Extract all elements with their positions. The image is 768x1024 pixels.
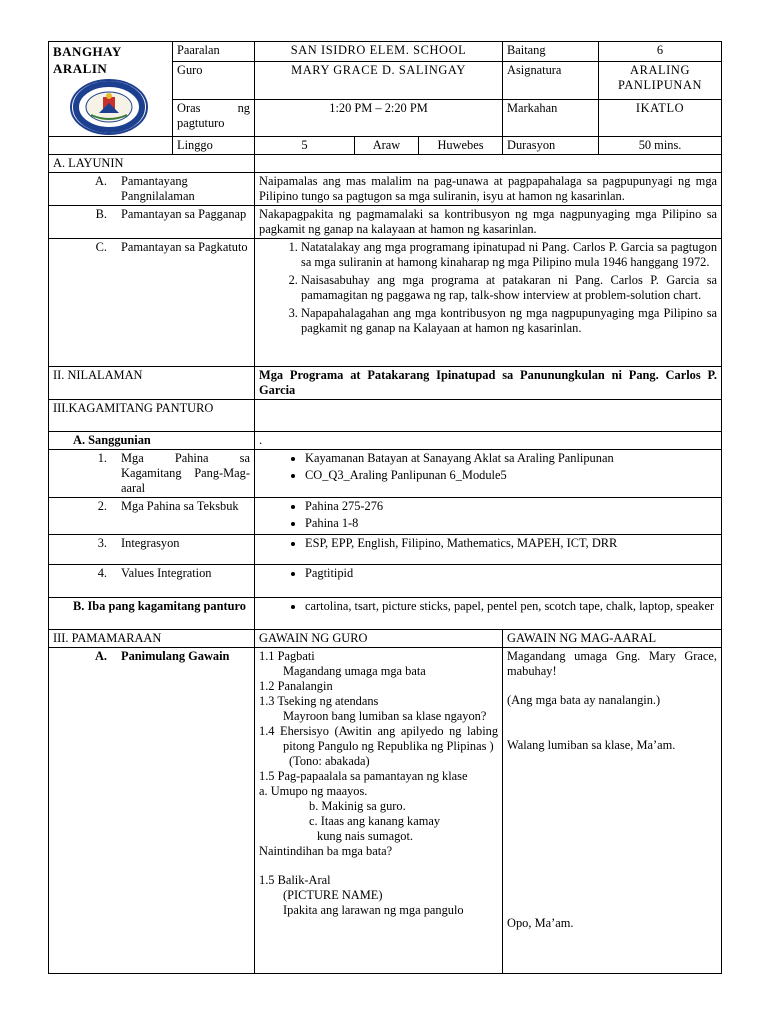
- guro-line: Mayroon bang lumiban sa klase ngayon?: [283, 709, 487, 723]
- list-item: • CO_Q3_Araling Panlipunan 6_Module5: [305, 468, 717, 483]
- row2-num: 2.: [97, 499, 107, 513]
- layunin-heading-empty: [255, 155, 722, 173]
- guro-line: 1.5 Pag-papaalala sa pamantayan ng klase: [259, 769, 468, 783]
- guro-line: kung nais sumagot.: [317, 829, 414, 843]
- panimula-num: A.: [94, 649, 107, 663]
- pagganap-label: Pamantayan sa Pagganap: [121, 207, 247, 221]
- row1-list: [259, 451, 717, 483]
- row3-list-cell: [255, 535, 722, 565]
- sanggunian-value: .: [255, 432, 722, 450]
- panimula-label: Panimulang Gawain: [121, 649, 230, 663]
- magaaral-line: Magandang umaga Gng. Mary Grace, mabuhay!: [507, 649, 718, 678]
- pagkatuto-list: [259, 240, 717, 336]
- row2-list: [259, 499, 717, 531]
- guro-line: (Tono: abakada): [289, 754, 370, 768]
- durasyon-value: 50 mins.: [599, 137, 722, 155]
- guro-line: (PICTURE NAME): [283, 888, 383, 902]
- linggo-value: 5: [255, 137, 355, 155]
- nilalaman-heading: II. NILALAMAN: [49, 367, 255, 400]
- guro-line: b. Makinig sa guro.: [309, 799, 406, 813]
- guro-line: Naintindihan ba mga bata?: [259, 844, 393, 858]
- guro-line: 1.1 Pagbati: [259, 649, 315, 663]
- row4-list: [259, 566, 717, 581]
- pangnilalaman-num: A.: [94, 174, 107, 188]
- pagkatuto-num: C.: [95, 240, 107, 254]
- iba-list-cell: [255, 598, 722, 630]
- gawain-magaaral-heading: GAWAIN NG MAG-AARAL: [503, 630, 722, 648]
- guro-line: 1.4 Ehersisyo (Awitin ang apilyedo ng labing pitong Pangulo ng Republika ng Plipinas ): [259, 724, 499, 753]
- guro-line: Ipakita ang larawan ng mga pangulo: [283, 903, 464, 917]
- guro-line: 1.5 Balik-Aral: [259, 873, 331, 887]
- kagamitan-heading-empty: [255, 400, 722, 432]
- list-item: • Pagtitipid: [305, 566, 717, 581]
- nilalaman-text: Mga Programa at Patakarang Ipinatupad sa Panunungkulan ni Pang. Carlos P. Garcia: [255, 367, 722, 400]
- list-item: • Pahina 275-276: [305, 499, 717, 514]
- layunin-heading: A. LAYUNIN: [49, 155, 255, 173]
- durasyon-label: Durasyon: [503, 137, 599, 155]
- pamamaraan-heading: III. PAMAMARAAN: [49, 630, 255, 648]
- integrasyon-label-cell: [49, 535, 255, 565]
- pagkatuto-label-cell: [49, 239, 255, 367]
- row1-label: Mga Pahina sa Kagamitang Pang-Mag-aaral: [121, 451, 250, 495]
- linggo-empty-cell: [49, 137, 173, 155]
- kagamitan-heading: III.KAGAMITANG PANTURO: [49, 400, 255, 432]
- teksbuk-label-cell: [49, 498, 255, 535]
- baitang-label: Baitang: [503, 42, 599, 62]
- row2-list-cell: [255, 498, 722, 535]
- guro-value: MARY GRACE D. SALINGAY: [255, 62, 503, 99]
- paaralan-label: Paaralan: [173, 42, 255, 62]
- row3-num: 3.: [97, 536, 107, 550]
- panimulang-gawain-label-cell: [49, 648, 255, 974]
- list-item: 2. Naisasabuhay ang mga programa at patakaran ni Pang. Carlos P. Garcia sa pamamagitan ng paggawa ng rap, talk-show interview at problem-solution chart.: [301, 273, 717, 303]
- magaaral-line: Opo, Ma’am.: [507, 916, 574, 930]
- araw-value: Huwebes: [419, 137, 503, 155]
- oras-label: Oras ng pagtuturo: [173, 99, 255, 136]
- asignatura-label: Asignatura: [503, 62, 599, 99]
- guro-label: Guro: [173, 62, 255, 99]
- row4-list-cell: [255, 565, 722, 598]
- pangnilalaman-label: Pamantayang Pangnilalaman: [121, 174, 195, 203]
- araw-label: Araw: [355, 137, 419, 155]
- lesson-plan-title-cell: [49, 42, 173, 137]
- row1-list-cell: [255, 450, 722, 498]
- row1-num: 1.: [97, 451, 107, 465]
- linggo-label: Linggo: [173, 137, 255, 155]
- oras-value: 1:20 PM – 2:20 PM: [255, 99, 503, 136]
- spacer: [507, 679, 717, 693]
- row3-list: [259, 536, 717, 551]
- guro-line: c. Itaas ang kanang kamay: [309, 814, 441, 828]
- spacer: [259, 859, 498, 873]
- gawain-magaaral-cell: [503, 648, 722, 974]
- spacer: [507, 753, 717, 916]
- list-item: 3. Napapahalagahan ang mga kontribusyon ng mga nagpupunyaging mga Pilipino sa pagkamit ng ganap na Kalayaan at hamon ng kasarinlan.: [301, 306, 717, 336]
- iba-pang-kagamitan-label: B. Iba pang kagamitang panturo: [49, 598, 255, 630]
- lesson-plan-title: BANGHAY ARALIN: [53, 44, 122, 76]
- magaaral-line: Walang lumiban sa klase, Ma’am.: [507, 738, 676, 752]
- spacer: [507, 708, 717, 738]
- pangnilalaman-text: Naipamalas ang mas malalim na pag-unawa at pagpapahalaga sa pagpupunyagi ng mga Pilipino tungo sa pagtugon sa mga suliranin, isyu at hamon ng kasarinlan.: [255, 173, 722, 206]
- guro-line: a. Umupo ng maayos.: [259, 784, 368, 798]
- pangnilalaman-label-cell: [49, 173, 255, 206]
- paaralan-value: SAN ISIDRO ELEM. SCHOOL: [255, 42, 503, 62]
- guro-line: 1.2 Panalangin: [259, 679, 333, 693]
- values-integration-label-cell: [49, 565, 255, 598]
- guro-line: 1.3 Tseking ng atendans: [259, 694, 379, 708]
- asignatura-value: ARALING PANLIPUNAN: [599, 62, 722, 99]
- pagkatuto-label: Pamantayan sa Pagkatuto: [121, 240, 248, 254]
- list-item: 1. Natatalakay ang mga programang ipinatupad ni Pang. Carlos P. Garcia sa pagtugon sa mga suliranin at hamong kinaharap ng mga Pilipino mula 1946 hanggang 1972.: [301, 240, 717, 270]
- pagganap-num: B.: [95, 207, 107, 221]
- list-item: • Kayamanan Batayan at Sanayang Aklat sa Araling Panlipunan: [305, 451, 717, 466]
- markahan-label: Markahan: [503, 99, 599, 136]
- baitang-value: 6: [599, 42, 722, 62]
- pagganap-text: Nakapagpakita ng pagmamalaki sa kontribusyon ng mga nagpunyaging mga Pilipino sa pagkamit ng ganap na kalayaan at hamon ng kasarinlan.: [255, 206, 722, 239]
- pagganap-label-cell: [49, 206, 255, 239]
- sanggunian-label: A. Sanggunian: [49, 432, 255, 450]
- row4-num: 4.: [97, 566, 107, 580]
- row3-label: Integrasyon: [121, 536, 180, 550]
- markahan-value: IKATLO: [599, 99, 722, 136]
- row4-label: Values Integration: [121, 566, 212, 580]
- magaaral-line: (Ang mga bata ay nanalangin.): [507, 693, 661, 707]
- pagkatuto-list-cell: [255, 239, 722, 367]
- iba-list: [259, 599, 717, 614]
- deped-seal-icon: [69, 79, 149, 135]
- list-item: • Pahina 1-8: [305, 516, 717, 531]
- list-item: • ESP, EPP, English, Filipino, Mathematics, MAPEH, ICT, DRR: [305, 536, 717, 551]
- gawain-guro-heading: GAWAIN NG GURO: [255, 630, 503, 648]
- list-item: • cartolina, tsart, picture sticks, papel, pentel pen, scotch tape, chalk, laptop, speaker: [305, 599, 717, 614]
- kagamitang-pang-magaaral-label-cell: [49, 450, 255, 498]
- guro-line: Magandang umaga mga bata: [283, 664, 426, 678]
- gawain-guro-cell: [255, 648, 503, 974]
- row2-label: Mga Pahina sa Teksbuk: [121, 499, 239, 513]
- lesson-plan-table: [48, 41, 722, 974]
